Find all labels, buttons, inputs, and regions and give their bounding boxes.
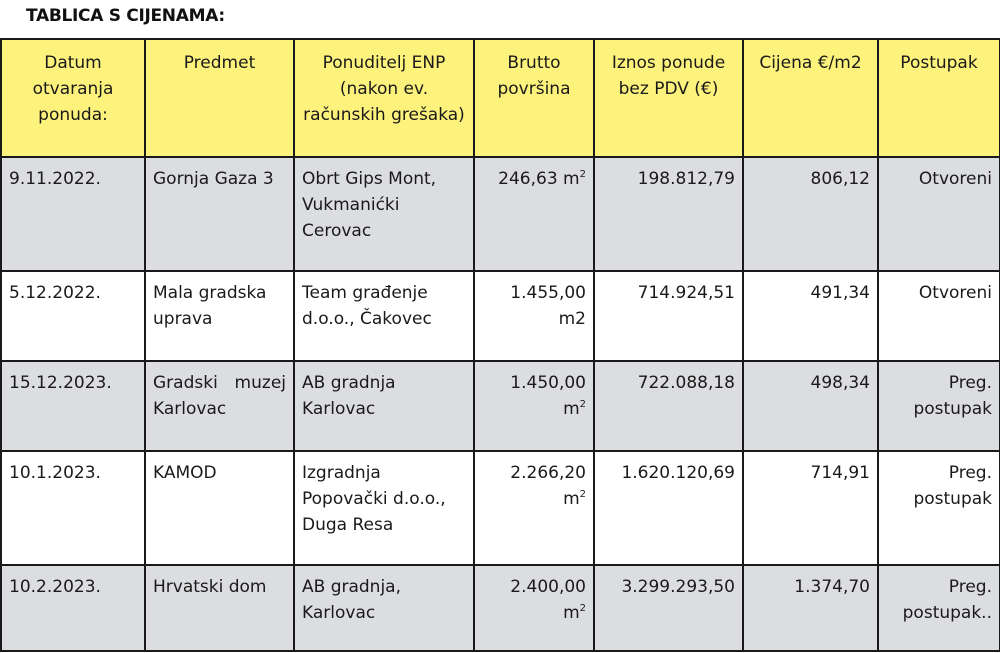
- header-area: Brutto površina: [474, 39, 594, 157]
- table-row: [1, 361, 1000, 451]
- table-header-row: [1, 39, 1000, 157]
- cell-subject: Gradski muzej Karlovac: [145, 361, 294, 451]
- cell-amount: 3.299.293,50: [594, 565, 743, 651]
- cell-procedure: Preg. postupak: [878, 451, 1000, 565]
- cell-bidder: Team građenje d.o.o., Čakovec: [294, 271, 474, 361]
- cell-procedure: Preg. postupak: [878, 361, 1000, 451]
- table-row: [1, 157, 1000, 271]
- cell-date: 5.12.2022.: [1, 271, 145, 361]
- cell-price: 1.374,70: [743, 565, 878, 651]
- cell-date: 9.11.2022.: [1, 157, 145, 271]
- cell-bidder: Obrt Gips Mont, Vukmanićki Cerovac: [294, 157, 474, 271]
- header-price: Cijena €/m2: [743, 39, 878, 157]
- area-exponent: 2: [579, 399, 586, 410]
- header-bidder: Ponuditelj ENP (nakon ev. računskih grešaka): [294, 39, 474, 157]
- table-row: [1, 565, 1000, 651]
- area-value: 1.450,00 m: [510, 373, 586, 419]
- table-row: [1, 271, 1000, 361]
- cell-bidder: Izgradnja Popovački d.o.o., Duga Resa: [294, 451, 474, 565]
- cell-area: [474, 451, 594, 565]
- cell-area: [474, 157, 594, 271]
- cell-area: [474, 565, 594, 651]
- cell-date: 10.2.2023.: [1, 565, 145, 651]
- cell-subject: Hrvatski dom: [145, 565, 294, 651]
- cell-subject: Mala gradska uprava: [145, 271, 294, 361]
- cell-price: 498,34: [743, 361, 878, 451]
- cell-bidder: AB gradnja, Karlovac: [294, 565, 474, 651]
- cell-price: 806,12: [743, 157, 878, 271]
- cell-amount: 714.924,51: [594, 271, 743, 361]
- cell-date: 10.1.2023.: [1, 451, 145, 565]
- cell-area: [474, 271, 594, 361]
- document-title: TABLICA S CIJENAMA:: [26, 6, 225, 26]
- cell-procedure: Preg. postupak..: [878, 565, 1000, 651]
- cell-amount: 1.620.120,69: [594, 451, 743, 565]
- cell-procedure: Otvoreni: [878, 157, 1000, 271]
- header-amount: Iznos ponude bez PDV (€): [594, 39, 743, 157]
- cell-amount: 722.088,18: [594, 361, 743, 451]
- cell-date: 15.12.2023.: [1, 361, 145, 451]
- area-value: 2.266,20 m: [510, 463, 586, 509]
- cell-price: 714,91: [743, 451, 878, 565]
- cell-subject: KAMOD: [145, 451, 294, 565]
- header-subject: Predmet: [145, 39, 294, 157]
- header-date: Datum otvaranja ponuda:: [1, 39, 145, 157]
- cell-price: 491,34: [743, 271, 878, 361]
- area-exponent: 2: [579, 169, 586, 180]
- cell-amount: 198.812,79: [594, 157, 743, 271]
- area-value: 246,63 m: [498, 169, 580, 189]
- area-value: 2.400,00 m: [510, 577, 586, 623]
- table-row: [1, 451, 1000, 565]
- cell-subject: Gornja Gaza 3: [145, 157, 294, 271]
- cell-bidder: AB gradnja Karlovac: [294, 361, 474, 451]
- header-procedure: Postupak: [878, 39, 1000, 157]
- cell-procedure: Otvoreni: [878, 271, 1000, 361]
- cell-area: [474, 361, 594, 451]
- area-exponent: 2: [579, 603, 586, 614]
- area-exponent: 2: [579, 489, 586, 500]
- area-value: 1.455,00 m2: [510, 283, 586, 329]
- price-table: [0, 38, 1000, 652]
